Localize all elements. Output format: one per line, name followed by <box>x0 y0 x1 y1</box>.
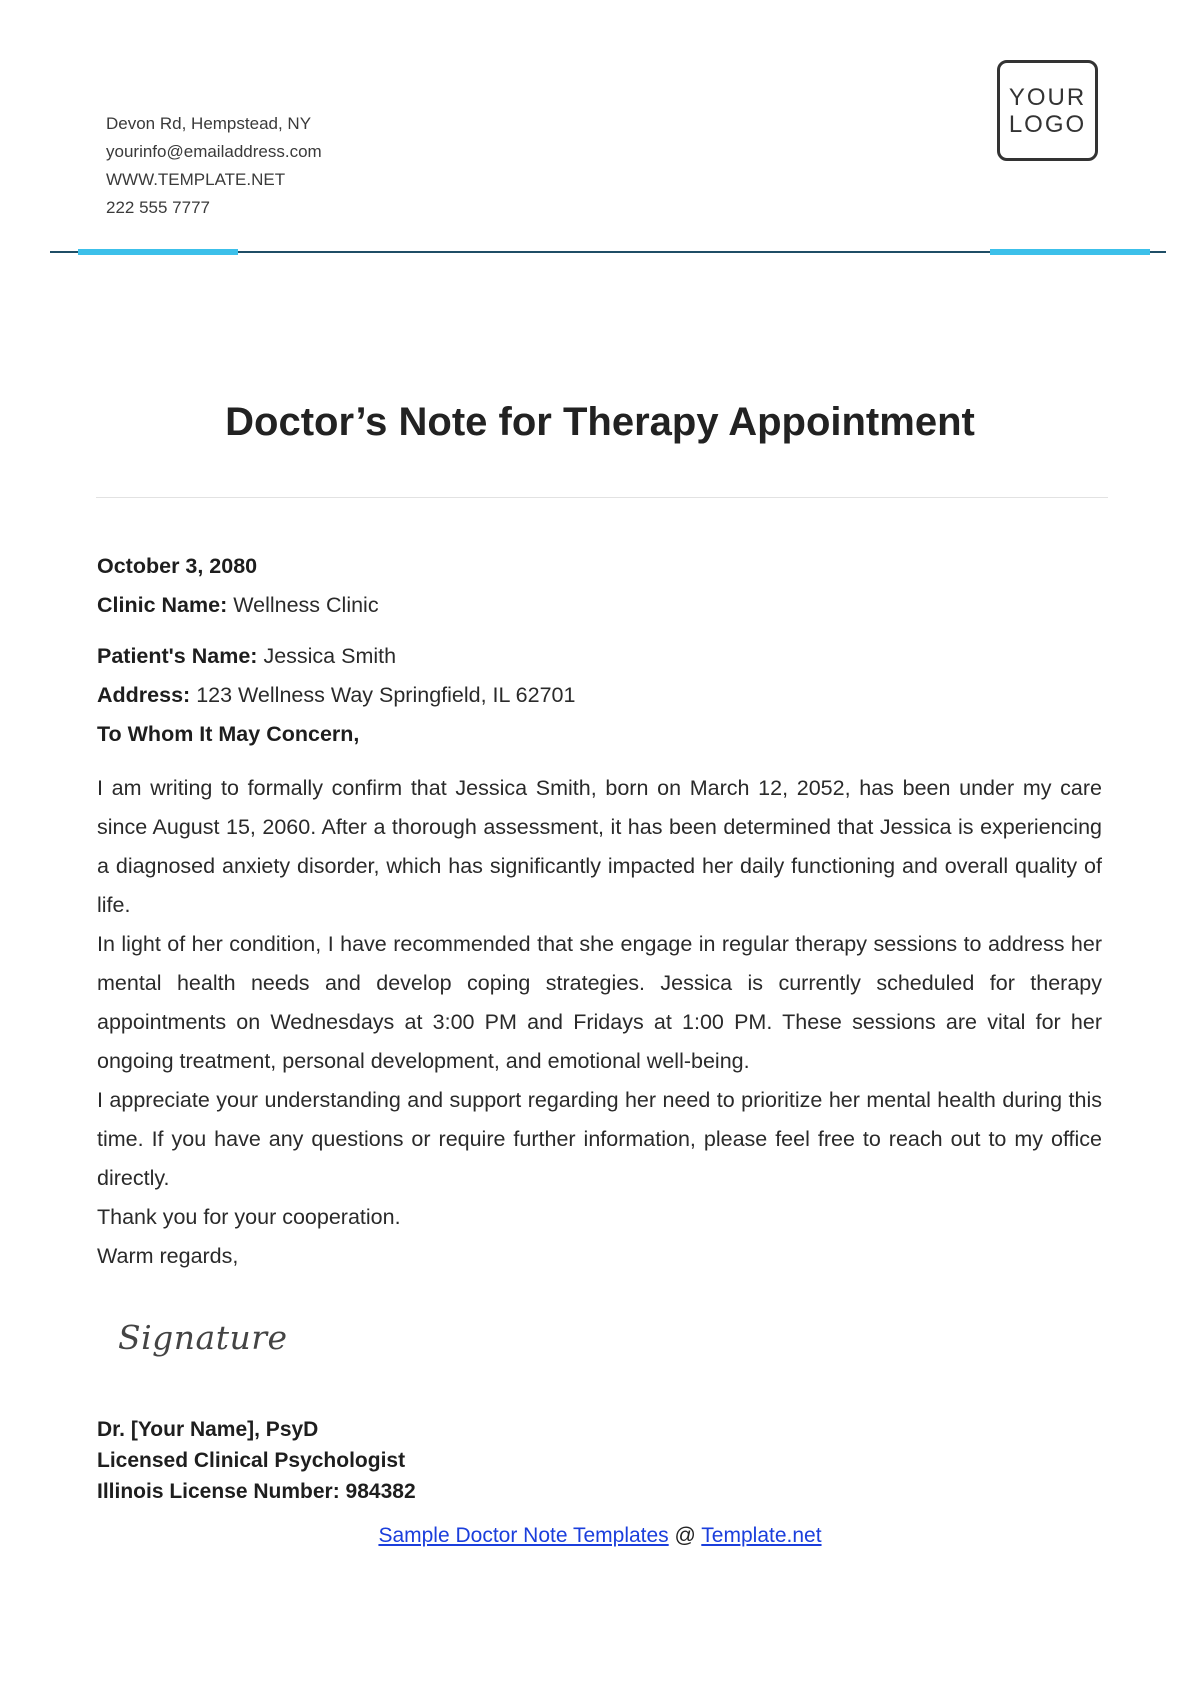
contact-phone: 222 555 7777 <box>106 198 210 217</box>
body-closing-thanks: Thank you for your cooperation. <box>97 1205 401 1229</box>
sample-templates-link[interactable]: Sample Doctor Note Templates <box>378 1524 669 1547</box>
header-accent-right <box>990 249 1150 255</box>
footer-separator: @ <box>668 1524 702 1547</box>
logo-text: YOUR LOGO <box>1008 83 1087 138</box>
signer-block <box>97 1414 416 1507</box>
clinic-label: Clinic Name: <box>97 593 228 617</box>
body-closing-regards: Warm regards, <box>97 1244 239 1268</box>
clinic-value: Wellness Clinic <box>233 593 379 617</box>
patient-label: Patient's Name: <box>97 644 258 668</box>
address-label: Address: <box>97 683 191 707</box>
contact-email: yourinfo@emailaddress.com <box>106 142 322 161</box>
address-value: 123 Wellness Way Springfield, IL 62701 <box>196 683 576 707</box>
contact-block <box>106 110 322 222</box>
footer <box>0 1524 1200 1548</box>
body-paragraph-2: In light of her condition, I have recommended that she engage in regular therapy sessions to address her mental health needs and develop coping strategies. Jessica is currently scheduled for therapy appointments on Wednesdays at 3:00 PM and Fridays at 1:00 PM. These sessions are vital for her ongoing treatment, personal development, and emotional well-being. <box>97 932 1102 1073</box>
signature: Signature <box>118 1318 288 1357</box>
clinic-line <box>97 590 379 620</box>
patient-line <box>97 641 396 671</box>
address-line <box>97 680 575 710</box>
letter-body <box>97 769 1102 1276</box>
document-title: Doctor’s Note for Therapy Appointment <box>225 400 975 444</box>
patient-value: Jessica Smith <box>263 644 397 668</box>
template-net-link[interactable]: Template.net <box>701 1524 822 1547</box>
header-accent-left <box>78 249 238 255</box>
contact-website: WWW.TEMPLATE.NET <box>106 170 286 189</box>
signer-title: Licensed Clinical Psychologist <box>97 1449 406 1472</box>
contact-address: Devon Rd, Hempstead, NY <box>106 114 312 133</box>
signer-name: Dr. [Your Name], PsyD <box>97 1418 319 1441</box>
document-date: October 3, 2080 <box>97 554 258 578</box>
body-paragraph-1: I am writing to formally confirm that Jessica Smith, born on March 12, 2052, has been under my care since August 15, 2060. After a thorough assessment, it has been determined that Jessica is experiencing a diagnosed anxiety disorder, which has significantly impacted her daily functioning and overall quality of life. <box>97 776 1102 917</box>
title-divider <box>96 497 1108 498</box>
signer-license: Illinois License Number: 984382 <box>97 1480 416 1503</box>
body-paragraph-3: I appreciate your understanding and support regarding her need to prioritize her mental health during this time. If you have any questions or require further information, please feel free to reach out to my office directly. <box>97 1088 1102 1190</box>
salutation: To Whom It May Concern, <box>97 722 360 746</box>
logo-placeholder <box>997 60 1098 161</box>
